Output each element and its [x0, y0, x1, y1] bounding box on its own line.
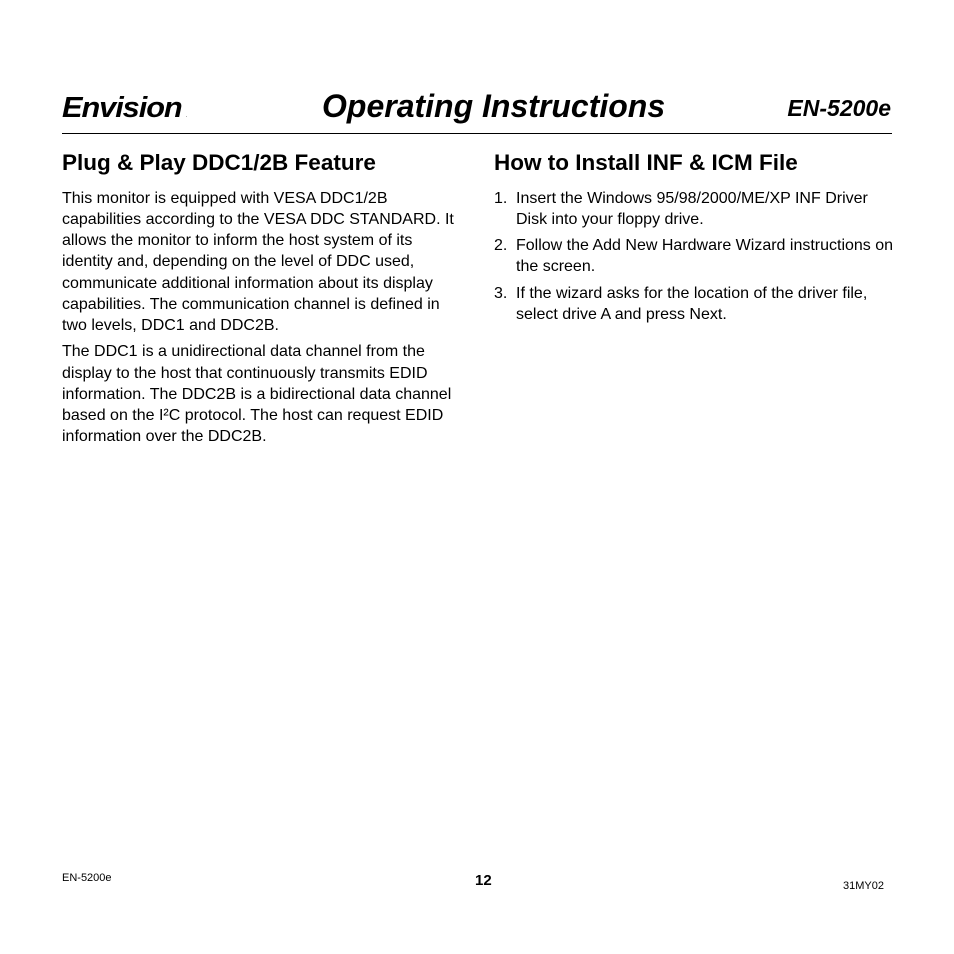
model-number: EN-5200e — [787, 95, 891, 121]
step-number: 2. — [494, 237, 508, 255]
install-inf-icm-section — [494, 150, 894, 330]
footer-model: EN-5200e — [62, 872, 112, 884]
page-number: 12 — [475, 872, 492, 889]
logo-text: Envision — [62, 92, 182, 124]
document-title: Operating Instructions — [322, 88, 666, 124]
header-divider — [62, 133, 892, 134]
step-text: Follow the Add New Hardware Wizard instructions on the screen. — [516, 237, 894, 276]
paragraph: This monitor is equipped with VESA DDC1/2B capabilities according to the VESA DDC STANDARD. It allows the monitor to inform the host system of its identity and, depending on the level of DDC used, communicate additional information about its display capabilities. The communication channel is defined in two levels, DDC1 and DDC2B. — [62, 189, 454, 335]
install-steps-list — [494, 188, 894, 325]
logo-trademark-dot: . — [186, 113, 188, 119]
list-item — [494, 235, 894, 277]
footer-date-code: 31MY02 — [843, 880, 884, 892]
list-item — [494, 283, 894, 325]
step-number: 1. — [494, 189, 508, 207]
step-number: 3. — [494, 284, 508, 302]
section-heading-install: How to Install INF & ICM File — [494, 150, 798, 175]
section-heading-plug-and-play: Plug & Play DDC1/2B Feature — [62, 150, 376, 175]
paragraph: The DDC1 is a unidirectional data channel from the display to the host that continuously transmits EDID information. The DDC2B is a bidirectional data channel based on the I²C protocol. The host can request EDID information over the DDC2B. — [62, 343, 452, 446]
step-text: If the wizard asks for the location of the driver file, select drive A and press Next. — [516, 284, 868, 323]
plug-and-play-section — [62, 150, 462, 452]
list-item — [494, 188, 894, 230]
step-text: Insert the Windows 95/98/2000/ME/XP INF Driver Disk into your floppy drive. — [516, 189, 868, 229]
